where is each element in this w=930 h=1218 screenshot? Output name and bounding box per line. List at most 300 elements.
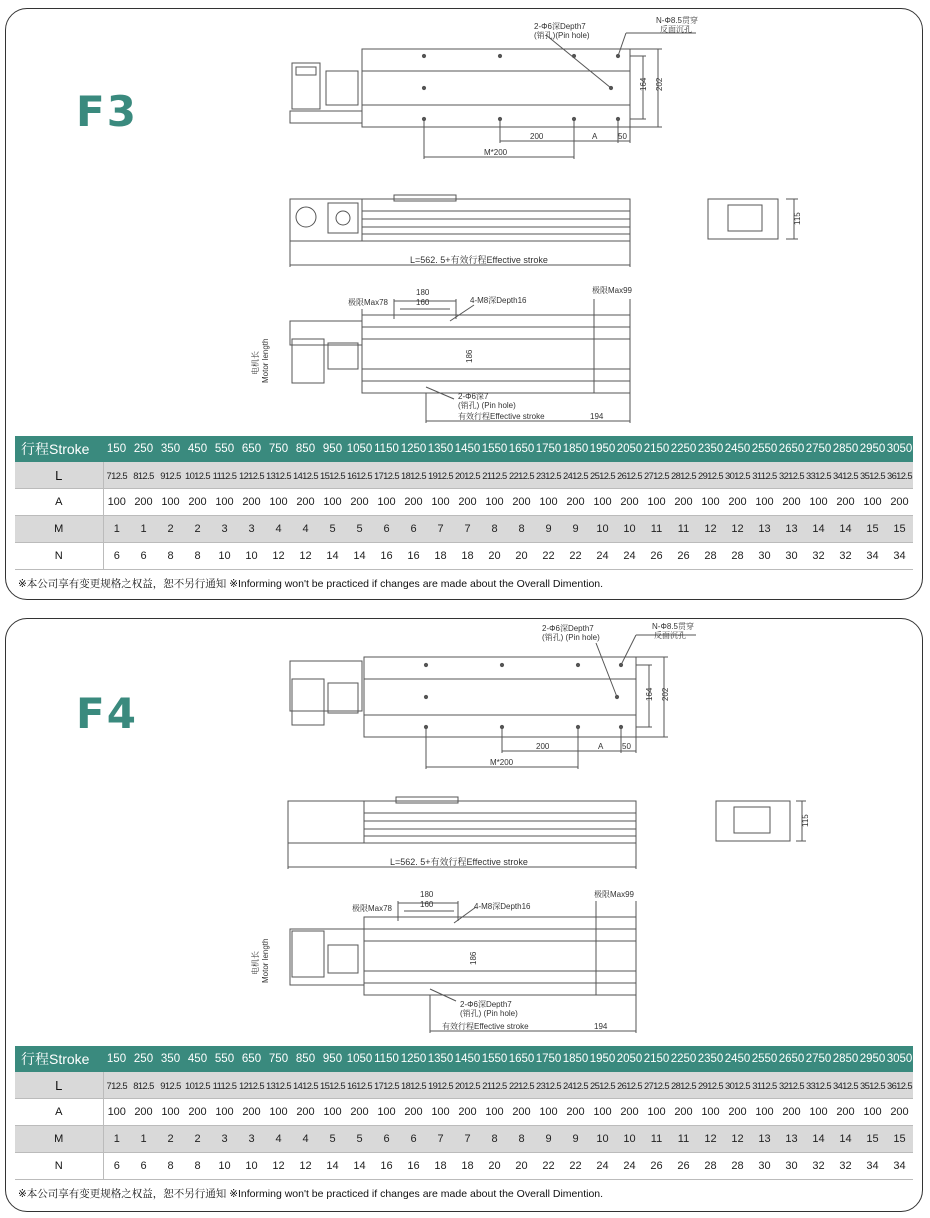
table-cell: 200 <box>616 1099 643 1126</box>
table-cell: 30 <box>751 1153 778 1180</box>
table-cell: 15 <box>859 516 886 543</box>
table-cell: 11 <box>670 1126 697 1153</box>
table-cell: 15 <box>859 1126 886 1153</box>
stroke-value: 1550 <box>481 436 508 462</box>
table-cell: 3412.5 <box>832 1072 859 1099</box>
stroke-value: 950 <box>319 1046 346 1072</box>
table-cell: 8 <box>157 543 184 570</box>
table-cell: 8 <box>508 516 535 543</box>
table-cell: 14 <box>346 543 373 570</box>
table-row <box>15 1072 913 1099</box>
stroke-value: 1550 <box>481 1046 508 1072</box>
table-cell: 28 <box>697 1153 724 1180</box>
table-cell: 3412.5 <box>832 462 859 489</box>
dim-160: 160 <box>420 900 434 909</box>
pinhole-note-bottom: 2-Φ6深Depth7 <box>460 1000 512 1009</box>
stroke-header-label: 行程Stroke <box>15 1046 103 1072</box>
table-cell: 2412.5 <box>562 1072 589 1099</box>
table-cell: 100 <box>211 489 238 516</box>
table-cell: 712.5 <box>103 462 130 489</box>
table-cell: 4 <box>292 1126 319 1153</box>
table-cell: 3012.5 <box>724 462 751 489</box>
table-cell: 2 <box>157 1126 184 1153</box>
hole-note-cn: 反面沉孔 <box>654 631 686 640</box>
stroke-value: 1650 <box>508 436 535 462</box>
stroke-value: 2950 <box>859 1046 886 1072</box>
table-cell: 100 <box>265 489 292 516</box>
table-cell: 100 <box>427 489 454 516</box>
stroke-value: 2650 <box>778 1046 805 1072</box>
table-row <box>15 516 913 543</box>
stroke-value: 1450 <box>454 1046 481 1072</box>
table-cell: 16 <box>373 1153 400 1180</box>
table-cell: 34 <box>859 1153 886 1180</box>
table-cell: 200 <box>130 1099 157 1126</box>
stroke-value: 2650 <box>778 436 805 462</box>
table-cell: 12 <box>292 1153 319 1180</box>
table-cell: 200 <box>886 1099 913 1126</box>
table-cell: 10 <box>211 543 238 570</box>
row-label: A <box>15 489 103 516</box>
table-cell: 100 <box>319 1099 346 1126</box>
row-label: M <box>15 516 103 543</box>
table-cell: 2012.5 <box>454 1072 481 1099</box>
pinhole-note-bottom: 2-Φ6深7 <box>458 392 489 401</box>
dim-180: 180 <box>416 288 430 297</box>
table-cell: 100 <box>751 1099 778 1126</box>
technical-drawing <box>6 9 922 439</box>
dim-200: 200 <box>536 742 550 751</box>
stroke-value: 1850 <box>562 436 589 462</box>
table-cell: 12 <box>265 543 292 570</box>
table-cell: 24 <box>589 543 616 570</box>
table-cell: 1712.5 <box>373 1072 400 1099</box>
stroke-value: 250 <box>130 436 157 462</box>
max99-label: 极限Max99 <box>594 890 635 899</box>
hole-note: N-Φ8.5贯穿 <box>656 16 698 25</box>
stroke-value: 950 <box>319 436 346 462</box>
table-cell: 2312.5 <box>535 1072 562 1099</box>
stroke-value: 2050 <box>616 436 643 462</box>
table-cell: 32 <box>805 1153 832 1180</box>
table-cell: 1612.5 <box>346 1072 373 1099</box>
table-cell: 12 <box>265 1153 292 1180</box>
table-cell: 9 <box>562 516 589 543</box>
motor-length-cn: 电机长 <box>251 951 260 975</box>
table-cell: 100 <box>535 1099 562 1126</box>
row-label: N <box>15 543 103 570</box>
table-cell: 3212.5 <box>778 462 805 489</box>
table-cell: 3612.5 <box>886 1072 913 1099</box>
dim-194: 194 <box>590 412 604 421</box>
spec-table <box>15 1046 913 1180</box>
table-cell: 34 <box>859 543 886 570</box>
model-label: F3 <box>76 87 138 136</box>
dim-m200: M*200 <box>490 758 514 767</box>
table-cell: 6 <box>130 543 157 570</box>
table-cell: 100 <box>481 489 508 516</box>
dim-160: 160 <box>416 298 430 307</box>
table-cell: 1112.5 <box>211 462 238 489</box>
table-cell: 7 <box>427 1126 454 1153</box>
table-cell: 200 <box>292 1099 319 1126</box>
stroke-note: 有效行程Effective stroke <box>458 412 545 421</box>
stroke-value: 1950 <box>589 436 616 462</box>
stroke-value: 1750 <box>535 436 562 462</box>
stroke-value: 1350 <box>427 1046 454 1072</box>
model-label: F4 <box>76 689 138 738</box>
table-cell: 18 <box>427 1153 454 1180</box>
table-cell: 100 <box>643 1099 670 1126</box>
table-cell: 16 <box>373 543 400 570</box>
stroke-value: 1250 <box>400 1046 427 1072</box>
table-cell: 16 <box>400 1153 427 1180</box>
panel-f4 <box>5 618 923 1212</box>
table-cell: 22 <box>562 543 589 570</box>
table-cell: 100 <box>535 489 562 516</box>
stroke-value: 2150 <box>643 1046 670 1072</box>
table-cell: 2512.5 <box>589 1072 616 1099</box>
pinhole-note-bottom-en: (销孔) (Pin hole) <box>460 1009 518 1018</box>
table-cell: 2112.5 <box>481 462 508 489</box>
table-cell: 1812.5 <box>400 1072 427 1099</box>
table-cell: 8 <box>184 1153 211 1180</box>
stroke-value: 2350 <box>697 1046 724 1072</box>
hole-note-cn: 反面沉孔 <box>660 25 692 34</box>
table-cell: 18 <box>427 543 454 570</box>
table-cell: 6 <box>103 543 130 570</box>
table-cell: 200 <box>670 1099 697 1126</box>
table-cell: 30 <box>778 1153 805 1180</box>
table-cell: 1 <box>130 516 157 543</box>
table-cell: 3312.5 <box>805 462 832 489</box>
table-cell: 9 <box>535 516 562 543</box>
table-cell: 200 <box>400 489 427 516</box>
table-cell: 200 <box>346 1099 373 1126</box>
table-cell: 7 <box>454 516 481 543</box>
spec-table <box>15 436 913 570</box>
table-cell: 100 <box>265 1099 292 1126</box>
table-cell: 8 <box>481 1126 508 1153</box>
table-cell: 6 <box>373 1126 400 1153</box>
max78-label: 极限Max78 <box>348 298 389 307</box>
max78-label: 极限Max78 <box>352 904 393 913</box>
stroke-value: 2450 <box>724 1046 751 1072</box>
table-cell: 100 <box>697 489 724 516</box>
stroke-header-row <box>15 1046 913 1072</box>
table-cell: 4 <box>265 516 292 543</box>
stroke-value: 2850 <box>832 436 859 462</box>
table-cell: 1012.5 <box>184 1072 211 1099</box>
stroke-value: 350 <box>157 436 184 462</box>
dim-115: 115 <box>793 212 802 225</box>
table-cell: 100 <box>805 1099 832 1126</box>
max99-label: 极限Max99 <box>592 286 633 295</box>
table-cell: 2912.5 <box>697 462 724 489</box>
stroke-value: 1450 <box>454 436 481 462</box>
table-cell: 7 <box>427 516 454 543</box>
table-cell: 8 <box>157 1153 184 1180</box>
stroke-value: 150 <box>103 1046 130 1072</box>
dim-164: 164 <box>645 687 654 701</box>
table-cell: 24 <box>589 1153 616 1180</box>
table-cell: 20 <box>508 1153 535 1180</box>
table-cell: 13 <box>778 516 805 543</box>
table-cell: 200 <box>508 489 535 516</box>
table-cell: 1912.5 <box>427 462 454 489</box>
table-cell: 100 <box>859 489 886 516</box>
table-cell: 1 <box>103 1126 130 1153</box>
table-cell: 3212.5 <box>778 1072 805 1099</box>
stroke-value: 1850 <box>562 1046 589 1072</box>
stroke-value: 3050 <box>886 1046 913 1072</box>
table-cell: 10 <box>616 1126 643 1153</box>
top-view <box>290 635 696 769</box>
stroke-value: 2450 <box>724 436 751 462</box>
stroke-value: 2150 <box>643 436 670 462</box>
table-cell: 4 <box>265 1126 292 1153</box>
table-cell: 14 <box>832 1126 859 1153</box>
table-cell: 3 <box>211 516 238 543</box>
table-cell: 26 <box>670 1153 697 1180</box>
stroke-value: 2950 <box>859 436 886 462</box>
table-cell: 3 <box>211 1126 238 1153</box>
table-cell: 2212.5 <box>508 462 535 489</box>
table-cell: 14 <box>832 516 859 543</box>
table-cell: 5 <box>346 516 373 543</box>
dim-50: 50 <box>622 742 631 751</box>
table-cell: 1512.5 <box>319 462 346 489</box>
stroke-value: 350 <box>157 1046 184 1072</box>
table-cell: 3512.5 <box>859 1072 886 1099</box>
table-cell: 13 <box>751 1126 778 1153</box>
hole-note: N-Φ8.5贯穿 <box>652 622 694 631</box>
panel-f3 <box>5 8 923 600</box>
table-cell: 22 <box>535 543 562 570</box>
table-cell: 2812.5 <box>670 1072 697 1099</box>
dim-202: 202 <box>661 687 670 701</box>
table-cell: 2 <box>184 516 211 543</box>
table-cell: 100 <box>373 489 400 516</box>
stroke-value: 1050 <box>346 436 373 462</box>
dim-m200: M*200 <box>484 148 508 157</box>
table-cell: 1212.5 <box>238 1072 265 1099</box>
table-cell: 2112.5 <box>481 1072 508 1099</box>
table-cell: 200 <box>184 1099 211 1126</box>
table-row <box>15 1126 913 1153</box>
table-cell: 24 <box>616 1153 643 1180</box>
table-cell: 14 <box>319 1153 346 1180</box>
table-cell: 812.5 <box>130 462 157 489</box>
table-row <box>15 543 913 570</box>
row-label: M <box>15 1126 103 1153</box>
table-cell: 1312.5 <box>265 1072 292 1099</box>
table-row <box>15 1153 913 1180</box>
disclaimer-note: ※本公司享有变更规格之权益，恕不另行通知 ※Informing won't be practiced if changes are made about the Overall Dimention. <box>18 578 604 590</box>
table-cell: 8 <box>508 1126 535 1153</box>
table-cell: 200 <box>562 1099 589 1126</box>
table-cell: 2 <box>184 1126 211 1153</box>
table-cell: 2812.5 <box>670 462 697 489</box>
table-cell: 12 <box>292 543 319 570</box>
table-cell: 6 <box>103 1153 130 1180</box>
table-cell: 9 <box>562 1126 589 1153</box>
dim-200: 200 <box>530 132 544 141</box>
length-note: L=562. 5+有效行程Effective stroke <box>410 255 548 265</box>
table-cell: 200 <box>778 489 805 516</box>
table-cell: 200 <box>886 489 913 516</box>
m8-note: 4-M8深Depth16 <box>470 296 527 305</box>
stroke-header-row <box>15 436 913 462</box>
table-cell: 1 <box>130 1126 157 1153</box>
table-cell: 200 <box>238 1099 265 1126</box>
table-cell: 6 <box>373 516 400 543</box>
table-cell: 4 <box>292 516 319 543</box>
table-cell: 200 <box>292 489 319 516</box>
table-cell: 12 <box>724 1126 751 1153</box>
stroke-value: 850 <box>292 436 319 462</box>
pinhole-note: 2-Φ6深Depth7 <box>542 624 594 633</box>
stroke-value: 550 <box>211 1046 238 1072</box>
motor-length-en: Motor length <box>261 938 270 983</box>
table-cell: 7 <box>454 1126 481 1153</box>
table-cell: 11 <box>670 516 697 543</box>
table-cell: 6 <box>400 1126 427 1153</box>
dim-186: 186 <box>469 951 478 965</box>
dim-a: A <box>598 742 604 751</box>
pinhole-note: 2-Φ6深Depth7 <box>534 22 586 31</box>
stroke-value: 2050 <box>616 1046 643 1072</box>
table-cell: 200 <box>508 1099 535 1126</box>
table-cell: 14 <box>319 543 346 570</box>
stroke-value: 1750 <box>535 1046 562 1072</box>
table-cell: 912.5 <box>157 462 184 489</box>
table-cell: 30 <box>778 543 805 570</box>
table-cell: 2612.5 <box>616 1072 643 1099</box>
table-cell: 22 <box>535 1153 562 1180</box>
table-cell: 200 <box>130 489 157 516</box>
table-cell: 2 <box>157 516 184 543</box>
dim-164: 164 <box>639 77 648 91</box>
pinhole-note-en: (销孔) (Pin hole) <box>542 633 600 642</box>
table-cell: 100 <box>805 489 832 516</box>
pinhole-note-en: (销孔)(Pin hole) <box>534 31 590 40</box>
table-cell: 100 <box>103 489 130 516</box>
table-cell: 1112.5 <box>211 1072 238 1099</box>
table-cell: 100 <box>157 1099 184 1126</box>
table-cell: 200 <box>832 489 859 516</box>
stroke-value: 1350 <box>427 436 454 462</box>
table-cell: 14 <box>346 1153 373 1180</box>
table-cell: 14 <box>805 516 832 543</box>
table-cell: 200 <box>724 489 751 516</box>
table-cell: 16 <box>400 543 427 570</box>
table-cell: 5 <box>319 516 346 543</box>
table-cell: 13 <box>778 1126 805 1153</box>
table-cell: 2712.5 <box>643 462 670 489</box>
table-cell: 2612.5 <box>616 462 643 489</box>
table-row <box>15 462 913 489</box>
table-row <box>15 1099 913 1126</box>
table-cell: 1612.5 <box>346 462 373 489</box>
table-cell: 912.5 <box>157 1072 184 1099</box>
table-cell: 2512.5 <box>589 462 616 489</box>
table-row <box>15 489 913 516</box>
table-cell: 1312.5 <box>265 462 292 489</box>
stroke-value: 450 <box>184 436 211 462</box>
table-cell: 28 <box>724 543 751 570</box>
table-cell: 34 <box>886 543 913 570</box>
stroke-value: 3050 <box>886 436 913 462</box>
table-cell: 18 <box>454 543 481 570</box>
dim-194: 194 <box>594 1022 608 1031</box>
table-cell: 1912.5 <box>427 1072 454 1099</box>
stroke-value: 750 <box>265 1046 292 1072</box>
stroke-value: 1150 <box>373 1046 400 1072</box>
technical-drawing <box>6 619 922 1049</box>
table-cell: 3512.5 <box>859 462 886 489</box>
table-cell: 1412.5 <box>292 462 319 489</box>
table-cell: 200 <box>454 489 481 516</box>
stroke-value: 1950 <box>589 1046 616 1072</box>
table-cell: 22 <box>562 1153 589 1180</box>
table-cell: 3112.5 <box>751 462 778 489</box>
table-cell: 30 <box>751 543 778 570</box>
table-cell: 1712.5 <box>373 462 400 489</box>
table-cell: 32 <box>832 1153 859 1180</box>
table-cell: 10 <box>616 516 643 543</box>
table-cell: 9 <box>535 1126 562 1153</box>
stroke-value: 2350 <box>697 436 724 462</box>
stroke-value: 650 <box>238 436 265 462</box>
table-cell: 28 <box>724 1153 751 1180</box>
stroke-value: 150 <box>103 436 130 462</box>
table-cell: 200 <box>670 489 697 516</box>
table-cell: 20 <box>481 543 508 570</box>
table-cell: 26 <box>643 1153 670 1180</box>
disclaimer-note: ※本公司享有变更规格之权益，恕不另行通知 ※Informing won't be practiced if changes are made about the Overall Dimention. <box>18 1188 604 1200</box>
table-cell: 200 <box>346 489 373 516</box>
pinhole-note-bottom-en: (销孔) (Pin hole) <box>458 401 516 410</box>
dim-50: 50 <box>618 132 627 141</box>
table-cell: 12 <box>697 516 724 543</box>
table-cell: 2212.5 <box>508 1072 535 1099</box>
table-cell: 100 <box>157 489 184 516</box>
m8-note: 4-M8深Depth16 <box>474 902 531 911</box>
table-cell: 200 <box>184 489 211 516</box>
table-cell: 24 <box>616 543 643 570</box>
table-cell: 200 <box>724 1099 751 1126</box>
table-cell: 12 <box>724 516 751 543</box>
table-cell: 1 <box>103 516 130 543</box>
table-cell: 1512.5 <box>319 1072 346 1099</box>
table-cell: 100 <box>481 1099 508 1126</box>
table-cell: 14 <box>805 1126 832 1153</box>
table-cell: 6 <box>130 1153 157 1180</box>
table-cell: 200 <box>778 1099 805 1126</box>
stroke-value: 2750 <box>805 436 832 462</box>
table-cell: 26 <box>670 543 697 570</box>
table-cell: 3312.5 <box>805 1072 832 1099</box>
table-cell: 11 <box>643 1126 670 1153</box>
table-cell: 3012.5 <box>724 1072 751 1099</box>
row-label: L <box>15 1072 103 1099</box>
row-label: L <box>15 462 103 489</box>
table-cell: 100 <box>211 1099 238 1126</box>
table-cell: 100 <box>103 1099 130 1126</box>
dim-186: 186 <box>465 349 474 363</box>
table-cell: 200 <box>238 489 265 516</box>
